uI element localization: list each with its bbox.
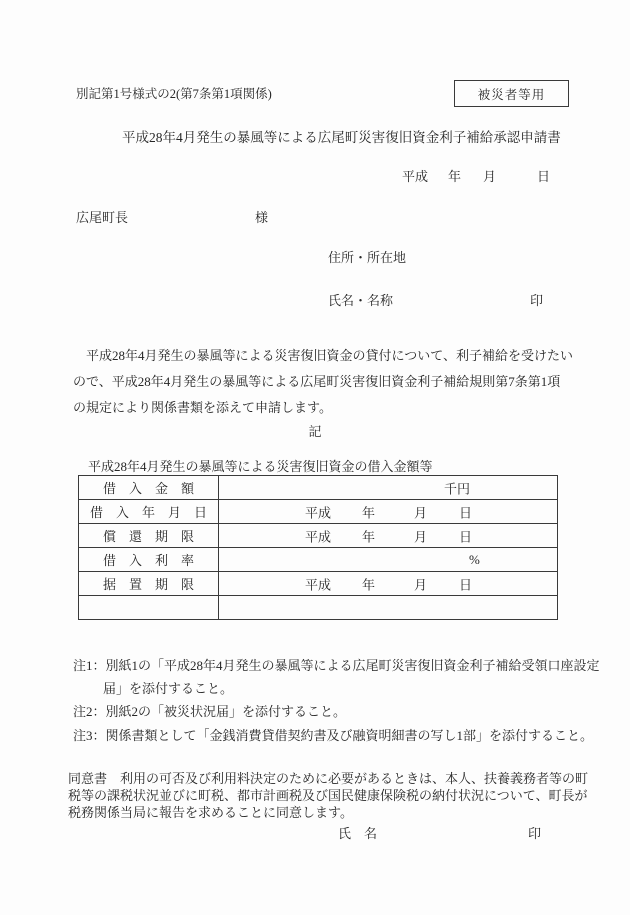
addressee-name: 広尾町長 — [76, 210, 129, 225]
consent-paragraph — [68, 770, 588, 821]
body-line: の規定により関係書類を添えて申請します。 — [73, 400, 332, 415]
row-label: 借 入 利 率 — [79, 548, 219, 572]
body-line: 平成28年4月発生の暴風等による災害復旧資金の貸付について、利子補給を受けたい — [73, 348, 573, 363]
consent-line: 税務関係当局に報告を求めることに同意します。 — [68, 805, 353, 820]
unit-label: 千円 — [444, 481, 471, 496]
record-mark: 記 — [308, 424, 322, 439]
use-tag-box — [454, 80, 569, 107]
table-row-repayment-deadline — [79, 524, 558, 548]
row-label: 償 還 期 限 — [79, 524, 219, 548]
consent-name-label: 氏 名 — [338, 826, 378, 841]
date-era-label: 平成 — [402, 169, 429, 184]
note-3: 注3：関係書類として「金銭消費貸借契約書及び融資明細書の写し1部」を添付すること。 — [73, 728, 594, 743]
row-label: 借 入 年 月 日 — [79, 500, 219, 524]
note-1-line-1: 注1：別紙1の「平成28年4月発生の暴風等による広尾町災害復旧資金利子補給受領口座設定 — [73, 658, 600, 673]
applicant-address-label: 住所・所在地 — [328, 250, 407, 265]
date-era-label: 平成 — [305, 529, 332, 544]
table-row-deferment-period — [79, 572, 558, 596]
note-2: 注2：別紙2の「被災状況届」を添付すること。 — [73, 704, 347, 719]
row-label: 借 入 金 額 — [79, 476, 219, 500]
row-label: 据 置 期 限 — [79, 572, 219, 596]
loan-details-table — [78, 475, 558, 620]
use-tag-label: 被災者等用 — [477, 87, 546, 102]
date-day-label: 日 — [537, 169, 551, 184]
table-row-empty — [79, 596, 558, 620]
note-1-line-2: 届」を添付すること。 — [103, 681, 234, 696]
empty-value-cell — [219, 596, 558, 620]
consent-line: 税等の課税状況並びに町税、都市計画税及び国民健康保険税の納付状況について、町長が — [68, 788, 588, 803]
table-row-loan-amount — [79, 476, 558, 500]
consent-line: 同意書 利用の可否及び利用料決定のために必要があるときは、本人、扶養義務者等の町 — [68, 771, 589, 786]
form-number: 別記第1号様式の2(第7条第1項関係) — [76, 87, 272, 101]
application-body-paragraph — [73, 343, 573, 421]
loan-date-value-cell — [219, 500, 558, 524]
table-row-loan-date — [79, 500, 558, 524]
date-year-label: 年 — [362, 577, 376, 592]
applicant-seal-mark: 印 — [530, 293, 544, 308]
date-era-label: 平成 — [305, 505, 332, 520]
date-year-label: 年 — [448, 169, 462, 184]
table-row-interest-rate — [79, 548, 558, 572]
consent-seal-mark: 印 — [528, 826, 542, 841]
date-year-label: 年 — [362, 529, 376, 544]
applicant-name-label: 氏名・名称 — [328, 293, 394, 308]
interest-rate-value-cell — [219, 548, 558, 572]
date-month-label: 月 — [414, 529, 428, 544]
date-month-label: 月 — [414, 505, 428, 520]
repayment-deadline-value-cell — [219, 524, 558, 548]
date-day-label: 日 — [459, 529, 473, 544]
row-label — [79, 596, 219, 620]
unit-label: % — [469, 551, 480, 567]
date-month-label: 月 — [414, 577, 428, 592]
loan-amount-value-cell — [219, 476, 558, 500]
date-year-label: 年 — [362, 505, 376, 520]
loan-table-caption: 平成28年4月発生の暴風等による災害復旧資金の借入金額等 — [88, 459, 433, 474]
date-day-label: 日 — [459, 577, 473, 592]
date-line — [0, 166, 630, 184]
document-title: 平成28年4月発生の暴風等による広尾町災害復旧資金利子補給承認申請書 — [122, 130, 561, 145]
deferment-period-value-cell — [219, 572, 558, 596]
date-month-label: 月 — [483, 169, 497, 184]
date-day-label: 日 — [459, 505, 473, 520]
date-era-label: 平成 — [305, 577, 332, 592]
body-line: ので、平成28年4月発生の暴風等による広尾町災害復旧資金利子補給規則第7条第1項 — [73, 374, 561, 389]
addressee-honorific: 様 — [255, 210, 269, 225]
